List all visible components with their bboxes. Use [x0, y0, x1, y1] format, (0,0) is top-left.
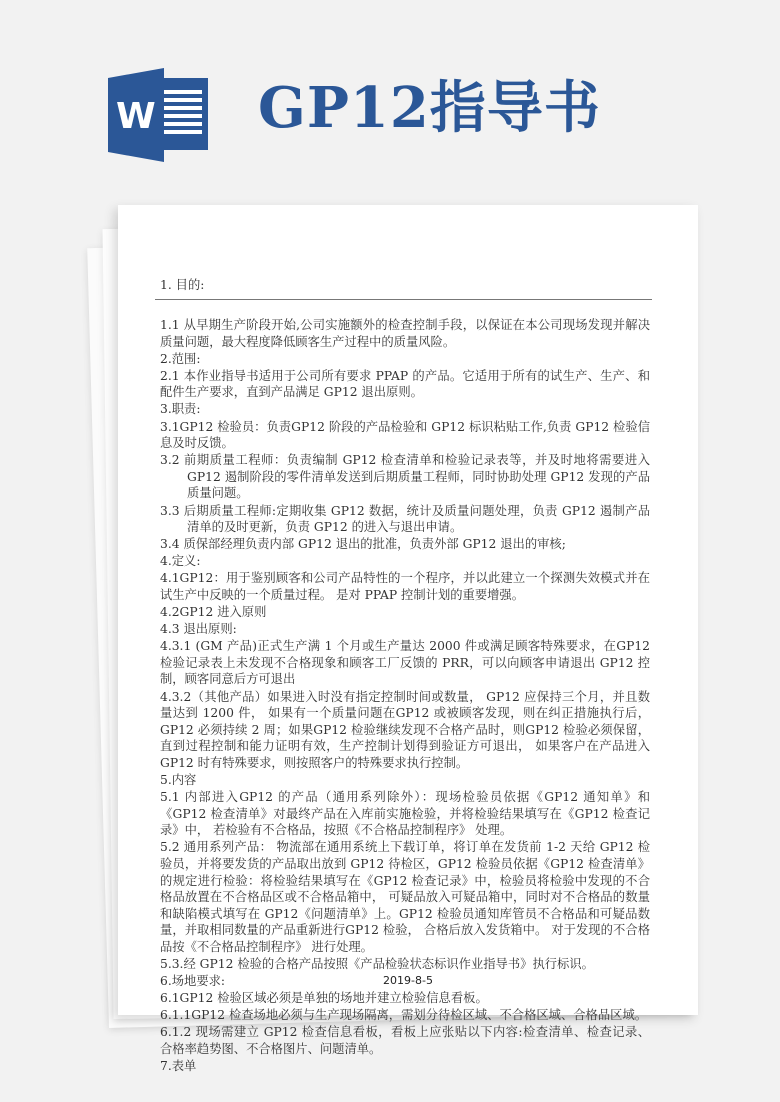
document-paragraph: 6.场地要求:: [160, 974, 226, 989]
document-paragraph: 6.1GP12 检验区域必须是单独的场地并建立检验信息看板。: [160, 991, 488, 1006]
document-paragraph: 6.1.2 现场需建立 GP12 检查信息看板，看板上应张贴以下内容:检查清单、检查记录、 合格率趋势图、不合格图片、问题清单。: [160, 1025, 650, 1057]
document-date: 2019-8-5: [383, 974, 433, 987]
document-paragraph: 3.1GP12 检验员：负责GP12 阶段的产品检验和 GP12 标识粘贴工作,负责 GP12 检验信息及时反馈。: [160, 419, 650, 451]
document-page: [118, 205, 698, 1074]
heading-divider: [155, 299, 652, 300]
document-paragraph: 5.2 通用系列产品： 物流部在通用系统上下载订单，将订单在发货前 1-2 天给 GP12 检验员，并将要发货的产品取出放到 GP12 待检区，GP12 检验员依据《GP12 检查清单》的规定进行检验：将检验结果填写在《GP12 检查记录》中，检验员将检验中发现的不合格品放置在不合格品区或不合格品箱中， 可疑品放入可疑品箱中，同时对不合格品的数量和缺陷模式填写在 GP12《问题清单》上。GP12 检验员通知库管员不合格品和可疑品数量，并取相同数量的产品重新进行GP12 检验， 合格后放入发货箱中。 对于发现的不合格品按《不合格品控制程序》 进行处理。: [160, 840, 650, 954]
svg-text:W: W: [116, 96, 156, 137]
document-paragraph: 4.1GP12：用于鉴别顾客和公司产品特性的一个程序，并以此建立一个探测失效模式并在试生产中反映的一个质量过程。 是对 PPAP 控制计划的重要增强。: [160, 571, 650, 602]
document-paragraph: 5.3.经 GP12 检验的合格产品按照《产品检验状态标识作业指导书》执行标识。: [160, 957, 594, 972]
document-body: [160, 317, 650, 1075]
document-paragraph: 3.3 后期质量工程师:定期收集 GP12 数据，统计及质量问题处理，负责 GP12 遏制产品清单的及时更新，负责 GP12 的进入与退出申请。: [160, 503, 650, 535]
document-paragraph: 1.1 从早期生产阶段开始,公司实施额外的检查控制手段，以保证在本公司现场发现并解决质量问题，最大程度降低顾客生产过程中的质量风险。: [160, 318, 650, 349]
document-paragraph: 4.3 退出原则:: [160, 622, 237, 637]
document-paragraph: 4.定义:: [160, 554, 201, 569]
document-paragraph: 5.1 内部进入GP12 的产品（通用系列除外）：现场检验员依据《GP12 通知单》和《GP12 检查清单》对最终产品在入库前实施检验，并将检验结果填写在《GP12 检查记录》中， 若检验有不合格品，按照《不合格品控制程序》 处理。: [160, 790, 650, 838]
document-paragraph: 4.3.2（其他产品）如果进入时没有指定控制时间或数量， GP12 应保持三个月，并且数量达到 1200 件， 如果有一个质量问题在GP12 或被顾客发现，则在纠正措施执行后， GP12 必须持续 2 周；如果GP12 检验继续发现不合格产品时，则GP12 检验必须保留，直到过程控制和能力证明有效，生产控制计划得到验证方可退出， 如果客户在产品进入 GP12 时有特殊要求，则按照客户的特殊要求执行控制。: [160, 689, 650, 770]
document-paragraph: 4.2GP12 进入原则: [160, 605, 267, 620]
document-paragraph: 2.范围:: [160, 351, 201, 366]
document-paragraph: 5.内容: [160, 773, 197, 788]
document-paragraph: 3.职责:: [160, 402, 201, 417]
document-paragraph: 7.表单: [160, 1059, 197, 1074]
document-paragraph: 2.1 本作业指导书适用于公司所有要求 PPAP 的产品。它适用于所有的试生产、生产、和配件生产要求，直到产品满足 GP12 退出原则。: [160, 368, 650, 400]
section-heading: 1. 目的:: [160, 278, 205, 292]
page-title: GP12指导书: [258, 75, 601, 141]
document-paragraph: 3.2 前期质量工程师：负责编制 GP12 检查清单和检验记录表等，并及时地将需要进入 GP12 遏制阶段的零件清单发送到后期质量工程师，同时协助处理 GP12 发现的产品质量问题。: [160, 453, 650, 501]
document-paragraph: 3.4 质保部经理负责内部 GP12 退出的批准，负责外部 GP12 退出的审核;: [160, 537, 566, 552]
document-paragraph: 4.3.1 (GM 产品)正式生产满 1 个月或生产量达 2000 件或满足顾客特殊要求，在GP12 检验记录表上未发现不合格现象和顾客工厂反馈的 PRR，可以向顾客申请退出 GP12 控制，顾客同意后方可退出: [160, 639, 650, 687]
document-paragraph: 6.1.1GP12 检查场地必须与生产现场隔离，需划分待检区域、不合格区域、合格品区域。: [160, 1008, 648, 1023]
word-icon: [108, 68, 208, 162]
